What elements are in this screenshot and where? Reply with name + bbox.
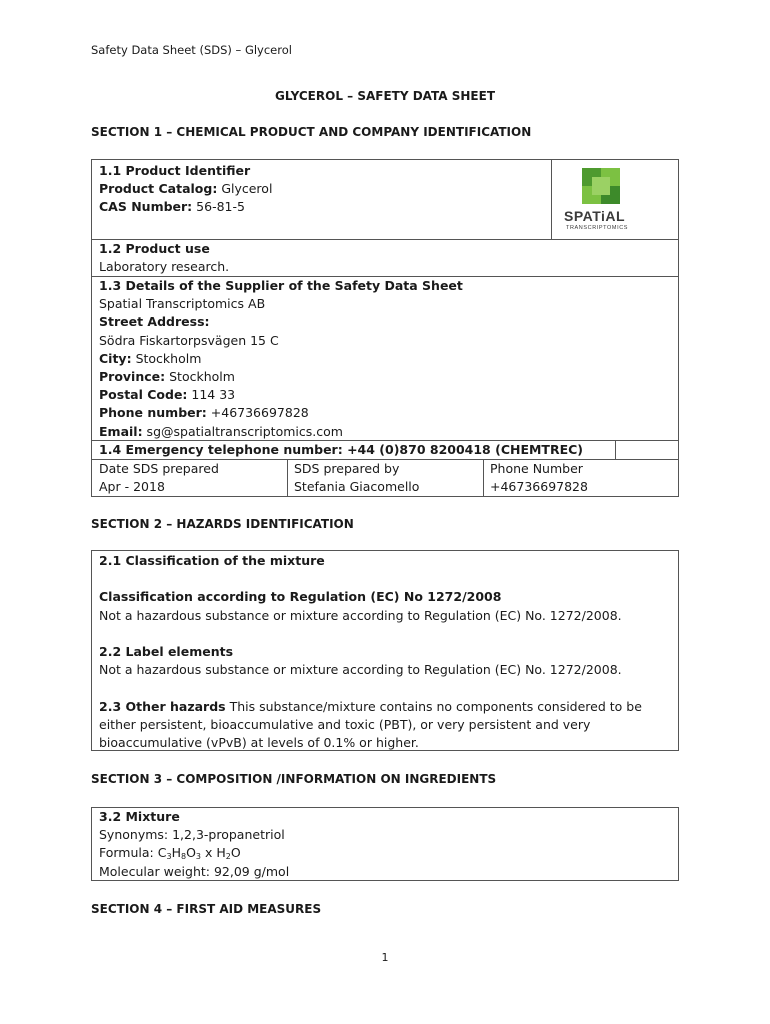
product-use-block (99, 240, 229, 276)
product-catalog: Product Catalog: Glycerol (99, 181, 273, 197)
hazards-block (99, 552, 642, 752)
section-3-heading: SECTION 3 – COMPOSITION /INFORMATION ON INGREDIENTS (91, 772, 497, 786)
phone-number: Phone number: +46736697828 (99, 405, 309, 421)
email: Email: sg@spatialtranscriptomics.com (99, 423, 343, 439)
supplier-block (99, 277, 463, 441)
product-use-text: Laboratory research. (99, 259, 230, 275)
province: Province: Stockholm (99, 369, 235, 385)
other-hazards-line-1: 2.3 Other hazards This substance/mixture contains no components considered to be (99, 698, 642, 714)
molecular-weight: Molecular weight: 92,09 g/mol (99, 863, 290, 879)
mixture-block (99, 808, 289, 881)
prep-phone-value: +46736697828 (490, 479, 588, 495)
running-header: Safety Data Sheet (SDS) – Glycerol (91, 43, 292, 57)
regulation-heading: Classification according to Regulation (EC) No 1272/2008 (99, 589, 502, 605)
section-1-heading: SECTION 1 – CHEMICAL PRODUCT AND COMPANY IDENTIFICATION (91, 125, 532, 139)
page-number: 1 (381, 951, 389, 964)
label-elements-text: Not a hazardous substance or mixture according to Regulation (EC) No. 1272/2008. (99, 662, 622, 678)
product-identifier-block (99, 162, 272, 217)
prep-by-cell (294, 460, 419, 496)
synonyms: Synonyms: 1,2,3-propanetriol (99, 827, 285, 843)
city: City: Stockholm (99, 350, 202, 366)
product-use-heading: 1.2 Product use (99, 241, 210, 256)
prep-by-value: Stefania Giacomello (294, 479, 420, 495)
classification-heading: 2.1 Classification of the mixture (99, 553, 325, 568)
company-logo (564, 168, 664, 232)
formula: Formula: $C_3H_8O_3$ x $H_2O$ (99, 845, 241, 862)
supplier-company: Spatial Transcriptomics AB (99, 296, 266, 312)
label-elements-heading: 2.2 Label elements (99, 644, 234, 660)
cas-number: CAS Number: 56-81-5 (99, 199, 245, 215)
section-2-heading: SECTION 2 – HAZARDS IDENTIFICATION (91, 517, 354, 531)
regulation-text: Not a hazardous substance or mixture according to Regulation (EC) No. 1272/2008. (99, 607, 622, 623)
street-label: Street Address: (99, 314, 210, 330)
document-title: GLYCEROL – SAFETY DATA SHEET (274, 89, 495, 103)
street-value: Södra Fiskartorpsvägen 15 C (99, 332, 279, 348)
mixture-heading: 3.2 Mixture (99, 809, 180, 824)
prep-phone-cell (490, 460, 588, 496)
prep-date-label: Date SDS prepared (99, 461, 219, 476)
postal-code: Postal Code: 114 33 (99, 387, 236, 403)
prep-date-cell (99, 460, 219, 496)
logo-tagline: TRANSCRIPTOMICS (566, 225, 629, 231)
other-hazards-line-3: bioaccumulative (vPvB) at levels of 0.1% or higher. (99, 735, 419, 751)
product-identifier-heading: 1.1 Product Identifier (99, 163, 251, 178)
section-4-heading: SECTION 4 – FIRST AID MEASURES (91, 902, 322, 916)
prep-date-value: Apr - 2018 (99, 479, 165, 495)
section-2-table (91, 550, 679, 751)
prep-by-label: SDS prepared by (294, 461, 400, 476)
section-1-table (91, 159, 679, 497)
section-3-table (91, 807, 679, 881)
prep-phone-label: Phone Number (490, 461, 583, 476)
logo-brand: SPATiAL (564, 208, 626, 224)
supplier-heading: 1.3 Details of the Supplier of the Safety Data Sheet (99, 278, 463, 293)
other-hazards-line-2: either persistent, bioaccumulative and toxic (PBT), or very persistent and very (99, 716, 591, 732)
emergency-telephone: 1.4 Emergency telephone number: +44 (0)870 8200418 (CHEMTREC) (99, 442, 584, 457)
